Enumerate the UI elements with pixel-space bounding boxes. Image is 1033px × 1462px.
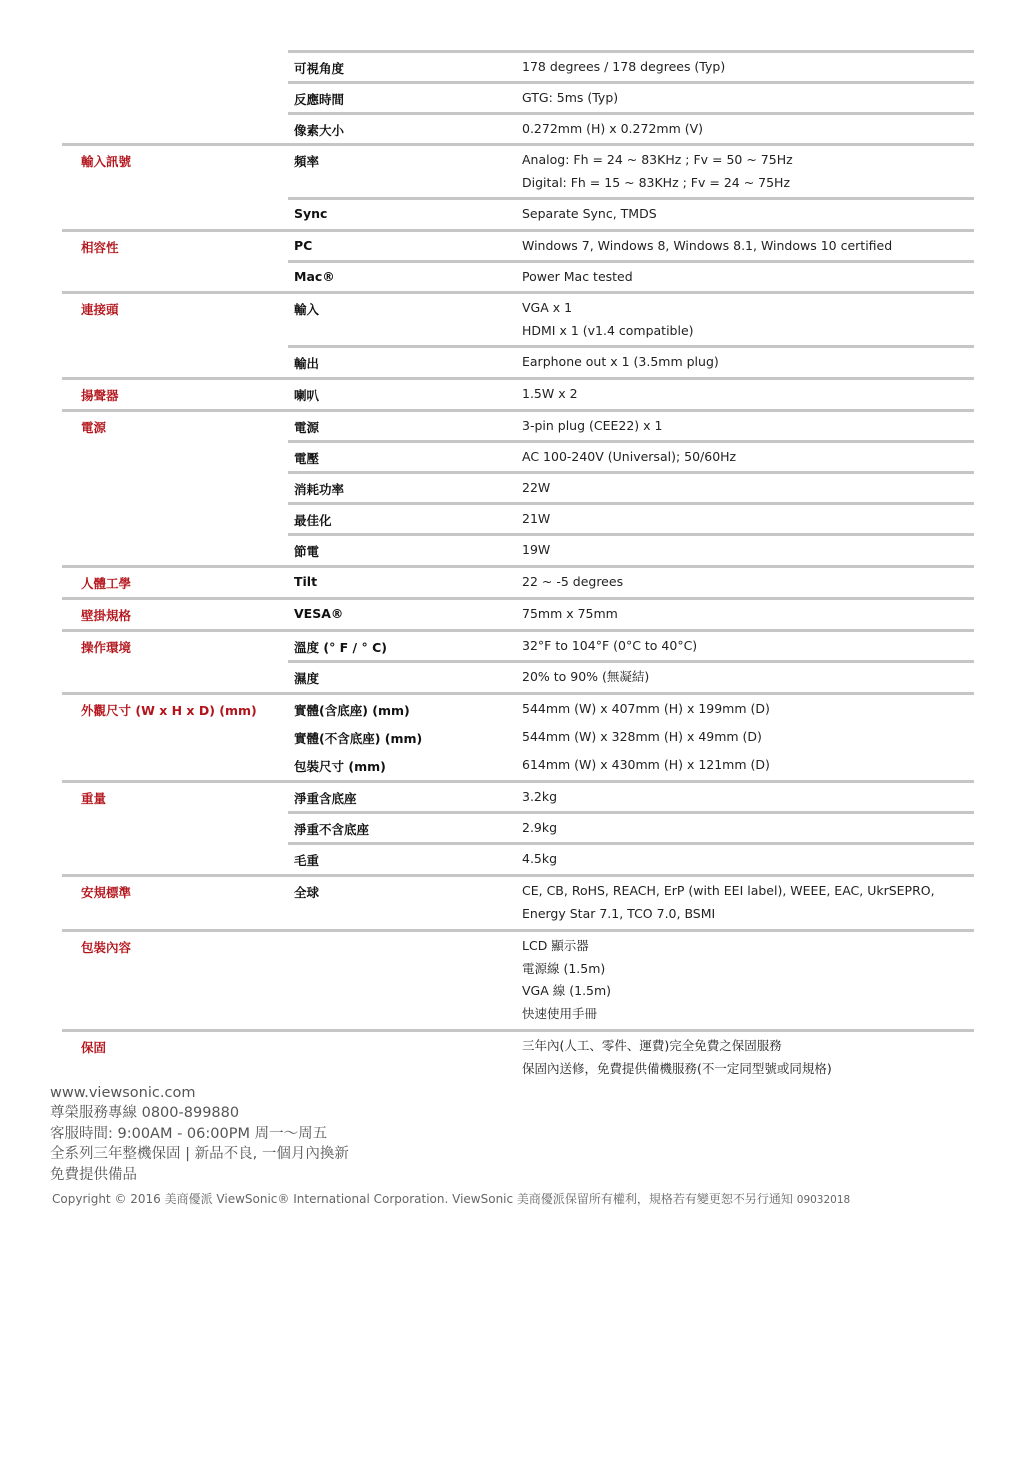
spec-category: 壁掛規格 xyxy=(81,608,132,623)
spec-label: 喇叭 xyxy=(294,388,320,403)
spec-values xyxy=(522,418,663,441)
spec-value: Analog: Fh = 24 ~ 83KHz ; Fv = 50 ~ 75Hz xyxy=(522,152,793,167)
spec-row xyxy=(288,112,974,143)
spec-value: Separate Sync, TMDS xyxy=(522,206,657,221)
doc-code: 09032018 xyxy=(796,1194,851,1206)
spec-values xyxy=(522,606,618,629)
spec-values xyxy=(522,90,618,113)
spec-label: 反應時間 xyxy=(294,92,345,107)
spec-value: Digital: Fh = 15 ~ 83KHz ; Fv = 24 ~ 75Hz xyxy=(522,174,791,190)
spec-label: 最佳化 xyxy=(294,513,332,528)
website-link[interactable]: www.viewsonic.com xyxy=(50,1085,196,1101)
spec-value: 75mm x 75mm xyxy=(522,606,618,621)
spec-label: Mac® xyxy=(294,269,335,284)
spare-note: 免費提供備品 xyxy=(50,1166,137,1183)
service-hotline: 尊榮服務專線 0800-899880 xyxy=(50,1105,240,1122)
spec-label: Sync xyxy=(294,206,328,221)
spec-value: 4.5kg xyxy=(522,851,558,866)
spec-value: 544mm (W) x 328mm (H) x 49mm (D) xyxy=(522,729,762,744)
spec-value: 19W xyxy=(522,542,551,557)
spec-label: 溫度 (° F / ° C) xyxy=(294,640,387,655)
spec-values xyxy=(522,511,550,534)
spec-values xyxy=(522,449,736,472)
spec-values xyxy=(522,542,550,565)
spec-label: 淨重不含底座 xyxy=(294,822,370,837)
spec-row xyxy=(288,440,974,471)
spec-value: 178 degrees / 178 degrees (Typ) xyxy=(522,59,726,74)
spec-row xyxy=(288,197,974,229)
spec-category: 電源 xyxy=(81,420,107,435)
spec-values xyxy=(522,729,762,752)
spec-row xyxy=(288,811,974,842)
spec-value: 電源線 (1.5m) xyxy=(522,960,606,976)
spec-row xyxy=(62,692,974,723)
copyright-line xyxy=(52,1190,850,1207)
spec-value: 20% to 90% (無凝結) xyxy=(522,669,650,684)
spec-label: 輸入 xyxy=(294,302,320,317)
spec-value: 32°F to 104°F (0°C to 40°C) xyxy=(522,638,698,653)
spec-value: Power Mac tested xyxy=(522,269,633,284)
spec-category: 外觀尺寸 (W x H x D) (mm) xyxy=(81,703,257,718)
spec-value: 3-pin plug (CEE22) x 1 xyxy=(522,418,663,433)
spec-values xyxy=(522,820,557,843)
spec-value: 3.2kg xyxy=(522,789,558,804)
spec-value: 保固內送修，免費提供備機服務(不一定同型號或同規格) xyxy=(522,1060,832,1076)
spec-values xyxy=(522,480,550,503)
spec-row xyxy=(62,723,974,751)
spec-row xyxy=(288,81,974,112)
spec-row xyxy=(62,377,974,409)
spec-label: 頻率 xyxy=(294,154,320,169)
spec-value: 1.5W x 2 xyxy=(522,386,578,401)
spec-values xyxy=(522,574,623,597)
spec-row xyxy=(62,143,974,197)
spec-row xyxy=(62,229,974,260)
spec-values xyxy=(522,386,578,409)
spec-label: VESA® xyxy=(294,606,344,621)
spec-row xyxy=(62,597,974,629)
spec-value: Energy Star 7.1, TCO 7.0, BSMI xyxy=(522,905,716,921)
spec-value: 21W xyxy=(522,511,551,526)
spec-category: 輸入訊號 xyxy=(81,154,132,169)
footer-contact xyxy=(50,1083,950,1185)
spec-label: 淨重含底座 xyxy=(294,791,357,806)
spec-value: 三年內(人工、零件、運費)完全免費之保固服務 xyxy=(522,1038,782,1053)
spec-category: 安規標準 xyxy=(81,885,132,900)
spec-values xyxy=(522,669,649,692)
spec-row xyxy=(288,50,974,81)
spec-value: 22W xyxy=(522,480,551,495)
spec-row xyxy=(288,502,974,533)
spec-category: 連接頭 xyxy=(81,302,119,317)
spec-values xyxy=(522,701,770,724)
spec-row xyxy=(62,929,974,1029)
spec-value: 614mm (W) x 430mm (H) x 121mm (D) xyxy=(522,757,770,772)
spec-row xyxy=(288,842,974,874)
spec-label: 輸出 xyxy=(294,356,320,371)
warranty-note: 全系列三年整機保固 | 新品不良, 一個月內換新 xyxy=(50,1146,349,1163)
spec-category: 操作環境 xyxy=(81,640,132,655)
spec-label: 包裝尺寸 (mm) xyxy=(294,759,386,774)
spec-row xyxy=(288,533,974,565)
spec-row xyxy=(62,409,974,440)
spec-value: VGA 線 (1.5m) xyxy=(522,983,612,998)
spec-values xyxy=(522,1038,832,1083)
spec-values xyxy=(522,206,657,229)
spec-row xyxy=(62,780,974,811)
spec-row xyxy=(288,260,974,291)
spec-label: 實體(不含底座) (mm) xyxy=(294,731,423,746)
spec-values xyxy=(522,638,697,661)
spec-value: 快速使用手冊 xyxy=(522,1005,598,1021)
spec-row xyxy=(62,1029,974,1084)
spec-row xyxy=(62,565,974,597)
spec-label: Tilt xyxy=(294,574,318,589)
spec-values xyxy=(522,757,770,780)
spec-label: 電壓 xyxy=(294,451,320,466)
spec-row xyxy=(62,874,974,929)
spec-value: 544mm (W) x 407mm (H) x 199mm (D) xyxy=(522,701,770,716)
spec-values xyxy=(522,121,703,144)
spec-label: 毛重 xyxy=(294,853,320,868)
spec-values xyxy=(522,883,935,928)
spec-values xyxy=(522,851,557,874)
spec-row xyxy=(288,660,974,692)
copyright-text: Copyright © 2016 美商優派 ViewSonic® International Corporation. ViewSonic 美商優派保留所有權利，規格若有變更恕不另行通知 xyxy=(52,1192,793,1206)
spec-values xyxy=(522,938,611,1028)
spec-value: CE, CB, RoHS, REACH, ErP (with EEI label), WEEE, EAC, UkrSEPRO, xyxy=(522,883,935,898)
spec-row xyxy=(288,345,974,377)
spec-label: 全球 xyxy=(294,885,320,900)
spec-label: 濕度 xyxy=(294,671,320,686)
spec-value: 2.9kg xyxy=(522,820,558,835)
spec-label: 可視角度 xyxy=(294,61,345,76)
spec-value: Earphone out x 1 (3.5mm plug) xyxy=(522,354,719,369)
spec-values xyxy=(522,300,694,345)
spec-category: 揚聲器 xyxy=(81,388,119,403)
spec-value: 22 ~ -5 degrees xyxy=(522,574,624,589)
spec-row xyxy=(62,629,974,660)
spec-row xyxy=(288,471,974,502)
spec-category: 保固 xyxy=(81,1040,107,1055)
spec-category: 人體工學 xyxy=(81,576,132,591)
spec-value: Windows 7, Windows 8, Windows 8.1, Windows 10 certified xyxy=(522,238,893,253)
spec-label: 節電 xyxy=(294,544,320,559)
spec-values xyxy=(522,269,633,292)
spec-values xyxy=(522,354,719,377)
spec-values xyxy=(522,238,892,261)
spec-row xyxy=(62,751,974,780)
service-hours: 客服時間: 9:00AM - 06:00PM 周一～周五 xyxy=(50,1125,328,1142)
spec-table xyxy=(62,50,974,1084)
spec-values xyxy=(522,59,725,82)
spec-values xyxy=(522,789,557,812)
spec-row xyxy=(62,291,974,345)
spec-label: 電源 xyxy=(294,420,320,435)
spec-label: 實體(含底座) (mm) xyxy=(294,703,410,718)
spec-label: 消耗功率 xyxy=(294,482,345,497)
spec-label: PC xyxy=(294,238,313,253)
spec-value: LCD 顯示器 xyxy=(522,938,589,953)
spec-category: 相容性 xyxy=(81,240,119,255)
spec-value: GTG: 5ms (Typ) xyxy=(522,90,619,105)
spec-value: AC 100-240V (Universal); 50/60Hz xyxy=(522,449,737,464)
spec-category: 包裝內容 xyxy=(81,940,132,955)
spec-value: 0.272mm (H) x 0.272mm (V) xyxy=(522,121,704,136)
spec-values xyxy=(522,152,793,197)
spec-value: HDMI x 1 (v1.4 compatible) xyxy=(522,322,694,338)
spec-value: VGA x 1 xyxy=(522,300,573,315)
spec-category: 重量 xyxy=(81,791,107,806)
spec-label: 像素大小 xyxy=(294,123,345,138)
